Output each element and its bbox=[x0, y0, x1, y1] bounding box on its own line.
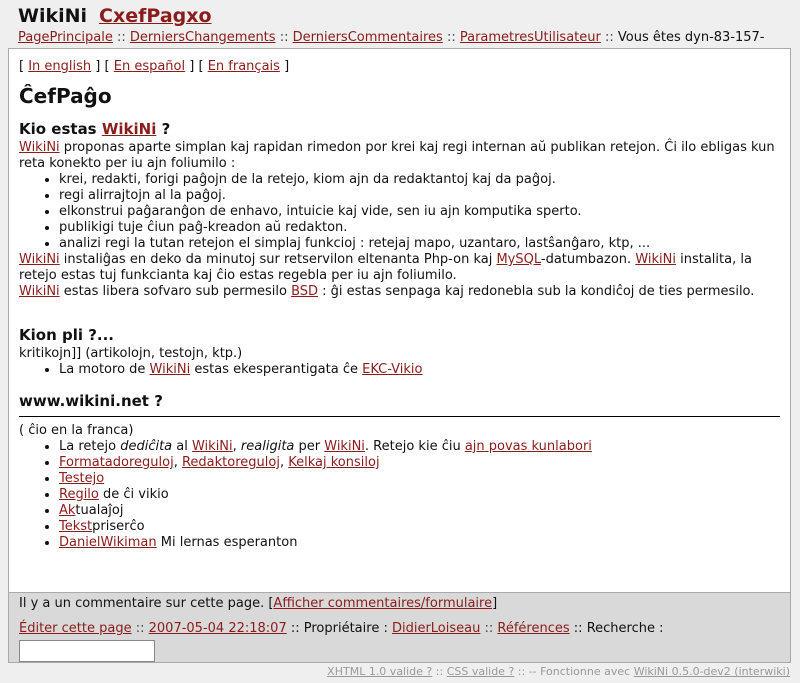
paragraph-text: : ĝi estas senpaga kaj redonebla sub la kondiĉoj de ties permesilo. bbox=[318, 284, 755, 299]
list-item bbox=[59, 439, 780, 455]
list-text: La motoro de bbox=[59, 362, 150, 377]
list-text: de ĉi vikio bbox=[98, 487, 169, 502]
bracket: [ bbox=[19, 59, 25, 74]
nav-separator: :: bbox=[605, 30, 614, 45]
list-item: • publikigi tuje ĉiun paĝ-kreadon aŭ redakton. bbox=[59, 220, 780, 236]
edit-page-link[interactable]: Éditer cette page bbox=[19, 621, 132, 636]
powered-text: :: -- Fonctionne avec bbox=[517, 665, 631, 678]
bsd-link[interactable]: BSD bbox=[291, 284, 319, 299]
owner-link[interactable]: DidierLoiseau bbox=[391, 621, 481, 636]
nav-recent-changes-link[interactable]: DerniersChangements bbox=[129, 30, 276, 45]
section-heading-more: Kion pli ?... bbox=[19, 326, 115, 344]
show-comments-link[interactable]: Afficher commentaires/formulaire bbox=[273, 596, 493, 611]
list-item: • regi alirrajtojn al la paĝoj. bbox=[59, 188, 780, 204]
heading-text: ? bbox=[161, 120, 171, 138]
bracket: [ bbox=[104, 59, 110, 74]
site-header bbox=[18, 4, 800, 45]
list-text: realigita bbox=[240, 439, 295, 454]
list-item bbox=[59, 362, 780, 378]
bracket: ] bbox=[492, 596, 498, 611]
list-item bbox=[59, 535, 780, 551]
formatting-rules-link[interactable]: Formatadoreguloj bbox=[59, 455, 174, 470]
list-text: , bbox=[232, 439, 241, 454]
wikini-link[interactable]: WikiNi bbox=[191, 439, 233, 454]
site-title bbox=[18, 4, 800, 28]
divider bbox=[19, 416, 780, 417]
license-paragraph bbox=[19, 284, 780, 300]
ekc-vikio-link[interactable]: EKC-Vikio bbox=[362, 362, 423, 377]
wikini-link[interactable]: WikiNi bbox=[324, 439, 365, 454]
comments-text: Il y a un commentaire sur cette page. [ bbox=[19, 596, 274, 611]
wikini-link[interactable]: WikiNi bbox=[101, 120, 157, 138]
paragraph-text: proponas aparte simplan kaj rapidan rimedon por krei kaj regi internan aŭ publikan retejon. Ĉi ilo ebligas kun reta konekto per iu ajn foliumilo : bbox=[19, 140, 775, 171]
search-input[interactable] bbox=[19, 640, 155, 662]
list-item: • Formatadoreguloj, Redaktoreguloj, Kelkaj konsiloj bbox=[59, 455, 780, 471]
section-heading-wikini-net: www.wikini.net ? bbox=[19, 392, 163, 410]
advice-link[interactable]: Kelkaj konsiloj bbox=[288, 455, 380, 470]
list-item bbox=[59, 487, 780, 503]
page-title: ĈefPaĝo bbox=[19, 84, 112, 108]
more-line: kritikojn]] (artikolojn, testojn, ktp.) bbox=[19, 346, 243, 361]
mysql-link[interactable]: MySQL bbox=[496, 252, 541, 267]
wikini-link[interactable]: WikiNi bbox=[19, 284, 60, 299]
top-nav bbox=[18, 30, 800, 45]
wikini-link[interactable]: WikiNi bbox=[635, 252, 676, 267]
nav-home-link[interactable]: PagePrincipale bbox=[18, 30, 113, 45]
bracket: ] bbox=[284, 59, 290, 74]
collaborate-link[interactable]: ajn povas kunlabori bbox=[464, 439, 592, 454]
sandbox-link[interactable]: Testejo bbox=[59, 471, 105, 486]
lang-english-link[interactable]: In english bbox=[28, 59, 92, 74]
wikini-link[interactable]: WikiNi bbox=[19, 252, 60, 267]
language-links bbox=[19, 59, 780, 74]
intro-paragraph bbox=[19, 140, 780, 172]
user-identity: Vous êtes dyn-83-157- bbox=[617, 30, 765, 45]
lang-french-link[interactable]: En français bbox=[207, 59, 280, 74]
validation-line bbox=[327, 665, 790, 678]
wikini-version-link[interactable]: WikiNi 0.5.0-dev2 (interwiki) bbox=[633, 665, 790, 678]
list-item: • analizi regi la tutan retejon el simplaj funkcioj : retejaj mapo, uzantaro, lastŝanĝaro, ktp, ... bbox=[59, 236, 780, 252]
install-paragraph bbox=[19, 252, 780, 284]
bracket: ] bbox=[95, 59, 101, 74]
xhtml-valid-link[interactable]: XHTML 1.0 valide ? bbox=[327, 665, 433, 678]
list-text: al bbox=[172, 439, 192, 454]
text-search-link[interactable]: Tekst bbox=[59, 519, 93, 534]
footer-separator: :: bbox=[484, 621, 494, 636]
revision-date-link[interactable]: 2007-05-04 22:18:07 bbox=[148, 621, 287, 636]
list-text: priserĉo bbox=[92, 519, 145, 534]
list-text: La retejo bbox=[59, 439, 121, 454]
list-item: • elkonstrui paĝaranĝon de enhavo, intuicie kaj vide, sen iu ajn komputika sperto. bbox=[59, 204, 780, 220]
page-content bbox=[8, 48, 791, 593]
list-text: estas ekesperantigata ĉe bbox=[190, 362, 363, 377]
list-item bbox=[59, 519, 780, 535]
list-text: Mi lernas esperanton bbox=[156, 535, 298, 550]
nav-recent-comments-link[interactable]: DerniersCommentaires bbox=[292, 30, 443, 45]
list-item bbox=[59, 503, 780, 519]
footer-separator: :: bbox=[135, 621, 145, 636]
wikini-link[interactable]: WikiNi bbox=[19, 140, 60, 155]
list-text: . Retejo kie ĉiu bbox=[364, 439, 465, 454]
editor-rules-link[interactable]: Redaktoreguloj bbox=[181, 455, 280, 470]
page-name-link[interactable]: CxefPagxo bbox=[99, 5, 212, 27]
list-item bbox=[59, 471, 780, 487]
news-link[interactable]: Ak bbox=[59, 503, 76, 518]
wikini-net-list bbox=[19, 439, 780, 551]
list-text: per bbox=[294, 439, 325, 454]
admin-link[interactable]: Regilo bbox=[59, 487, 99, 502]
paragraph-text: instalita, la retejo estas tuj funkcianta kaj ĉio estas regebla per iu ajn foliumilo. bbox=[19, 252, 752, 283]
section-heading-what-is bbox=[19, 120, 780, 138]
more-list bbox=[19, 362, 780, 378]
feature-list bbox=[19, 172, 780, 252]
footer-separator: :: bbox=[435, 665, 444, 678]
owner-label: :: Propriétaire : bbox=[290, 621, 388, 636]
bracket: [ bbox=[198, 59, 204, 74]
french-note: ( ĉio en la franca) bbox=[19, 423, 134, 438]
wikini-link[interactable]: WikiNi bbox=[149, 362, 191, 377]
nav-separator: :: bbox=[117, 30, 126, 45]
page-footer bbox=[8, 615, 791, 663]
nav-user-settings-link[interactable]: ParametresUtilisateur bbox=[459, 30, 601, 45]
css-valid-link[interactable]: CSS valide ? bbox=[446, 665, 515, 678]
site-name: WikiNi bbox=[18, 5, 88, 27]
list-text: tualaĵoj bbox=[75, 503, 124, 518]
bracket: ] bbox=[189, 59, 195, 74]
nav-separator: :: bbox=[446, 30, 456, 45]
nav-separator: :: bbox=[279, 30, 289, 45]
references-link[interactable]: Références bbox=[497, 621, 570, 636]
heading-text: Kio estas bbox=[19, 120, 97, 138]
paragraph-text: instaliĝas en deko da minutoj sur retservilon eltenanta Php-on kaj bbox=[59, 252, 497, 267]
daniel-wikiman-link[interactable]: DanielWikiman bbox=[59, 535, 157, 550]
comments-bar bbox=[8, 593, 791, 615]
lang-spanish-link[interactable]: En español bbox=[113, 59, 186, 74]
paragraph-text: -datumbazon. bbox=[540, 252, 636, 267]
list-item: • krei, redakti, forigi paĝojn de la retejo, kiom ajn da redaktantoj kaj da paĝoj. bbox=[59, 172, 780, 188]
paragraph-text: estas libera sofvaro sub permesilo bbox=[59, 284, 292, 299]
list-text: dediĉita bbox=[120, 439, 173, 454]
search-label: :: Recherche : bbox=[573, 621, 664, 636]
